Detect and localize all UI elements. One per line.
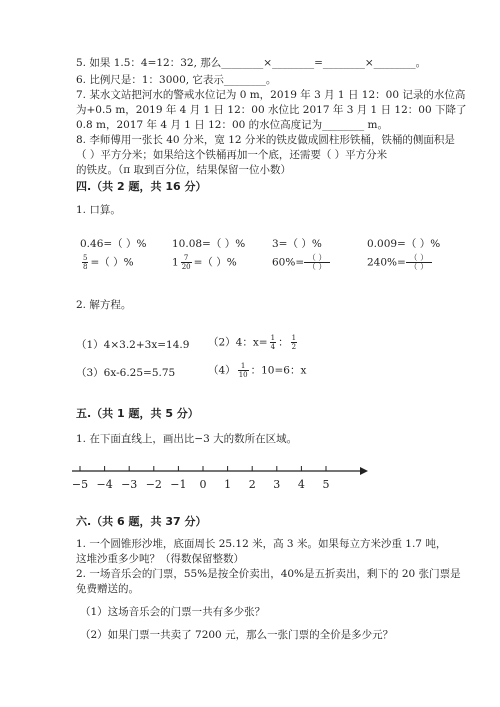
blank-fraction [304, 254, 330, 271]
oral-calc-1: 0.46=（ ）% [80, 238, 147, 250]
number-line-tick-label: −3 [121, 478, 138, 491]
question-8-line-3: 的铁皮。（π 取到百分位，结果保留一位小数） [76, 164, 291, 176]
equation-2-left: （2）4：x= [208, 336, 268, 349]
fraction [82, 254, 88, 271]
number-line-tick-label: 0 [199, 478, 207, 491]
oral-calc-5 [80, 254, 134, 271]
question-7-line-2: 为+0.5 m，2019 年 4 月 1 日 12：00 水位比 2017 年 3 月 1 日 12：00 下降了 [76, 104, 467, 116]
oral-calc-6 [172, 254, 237, 271]
question-7-line-1: 7. 某水文站把河水的警戒水位记为 0 m，2019 年 3 月 1 日 12：00 记录的水位高 [76, 89, 466, 101]
question-6-2-line-1: 2. 一场音乐会的门票，55%是按全价卖出，40%是五折卖出，剩下的 20 张门票是 [76, 568, 461, 580]
ratio-colon: ： [278, 336, 289, 349]
question-7-line-3: 0.8 m，2017 年 4 月 1 日 12：00 的水位高度记为________ m。 [76, 119, 388, 131]
equation-4-left: （4） [208, 364, 236, 377]
fraction-denominator: 8 [83, 263, 88, 271]
question-8-line-1: 8. 李师傅用一张长 40 分米，宽 12 分米的铁皮做成圆柱形铁桶，铁桶的侧面积是 [76, 134, 455, 146]
number-line-tick-label: −4 [96, 478, 113, 491]
oral-calc-8 [367, 254, 432, 271]
equation-3: （3）6x-6.25=5.75 [76, 367, 176, 379]
oral-calc-7 [272, 254, 330, 271]
fraction [291, 334, 297, 351]
question-6: 6. 比例尺是：1：3000, 它表示________。 [76, 74, 277, 86]
number-line-tick-label: −2 [145, 478, 162, 491]
blank-fraction-top: （ ） [304, 254, 330, 263]
fraction-numerator: 1 [238, 362, 249, 371]
solve-equations-title: 2. 解方程。 [76, 299, 132, 311]
number-line-tick-label: 3 [273, 478, 281, 491]
mixed-number-whole: 1 [172, 256, 179, 269]
fraction [181, 254, 192, 271]
fraction-denominator: 4 [270, 343, 276, 351]
fraction-denominator: 10 [238, 371, 248, 379]
section-4-title: 四.（共 2 题，共 16 分） [76, 180, 207, 193]
number-line-question: 1. 在下面直线上，画出比−3 大的数所在区域。 [76, 433, 298, 445]
question-6-2-line-2: 免费赠送的。 [76, 583, 139, 595]
number-line [60, 455, 370, 495]
fraction-denominator: 2 [291, 343, 297, 351]
fraction-numerator: 7 [181, 254, 192, 263]
equation-2 [208, 334, 299, 351]
oral-calc-7-left: 60%= [272, 256, 305, 269]
oral-calc-3: 3=（ ）% [272, 238, 322, 250]
oral-calc-2: 10.08=（ ）% [172, 238, 246, 250]
fraction-numerator: 1 [270, 334, 276, 342]
oral-calc-8-left: 240%= [367, 256, 406, 269]
number-line-tick-label: 4 [297, 478, 305, 491]
oral-calc-5-rest: =（ ）% [90, 256, 134, 269]
arrow-head-icon [360, 467, 368, 475]
blank-fraction [406, 254, 432, 271]
fraction [238, 362, 249, 379]
blank-fraction-bottom: （ ） [307, 262, 327, 271]
equation-4-rest: ：10=6：x [250, 364, 307, 377]
number-line-tick-label: 2 [248, 478, 256, 491]
blank-fraction-bottom: （ ） [409, 262, 429, 271]
oral-calc-6-rest: =（ ）% [193, 256, 237, 269]
oral-calc-title: 1. 口算。 [76, 204, 121, 216]
section-5-title: 五.（共 1 题，共 5 分） [76, 407, 199, 420]
fraction-denominator: 20 [181, 263, 191, 271]
section-6-title: 六.（共 6 题，共 37 分） [76, 515, 207, 528]
oral-calc-4: 0.009=（ ）% [367, 238, 441, 250]
question-6-1-line-1: 1. 一个圆锥形沙堆，底面周长 25.12 米，高 3 米。如果每立方米沙重 1.7 吨， [76, 538, 447, 550]
question-8-line-2: （ ）平方分米；如果给这个铁桶再加一个底，还需要（ ）平方分米 [76, 149, 388, 161]
number-line-tick-label: 1 [224, 478, 232, 491]
number-line-tick-label: 5 [322, 478, 330, 491]
blank-fraction-top: （ ） [406, 254, 432, 263]
question-6-1-line-2: 这堆沙重多少吨？（得数保留整数） [76, 553, 244, 565]
question-6-2-sub-1: （1）这场音乐会的门票一共有多少张？ [80, 606, 266, 618]
fraction-numerator: 1 [291, 334, 297, 342]
equation-4 [208, 362, 306, 379]
fraction [270, 334, 276, 351]
fraction-numerator: 5 [83, 254, 88, 262]
number-line-tick-label: −5 [71, 478, 89, 491]
number-line-tick-label: −1 [170, 478, 187, 491]
question-5: 5. 如果 1.5：4=12：32, 那么________×________=________×________。 [76, 57, 427, 69]
equation-1: （1）4×3.2+3x=14.9 [76, 339, 190, 351]
question-6-2-sub-2: （2）如果门票一共卖了 7200 元，那么一张门票的全价是多少元？ [80, 629, 394, 641]
